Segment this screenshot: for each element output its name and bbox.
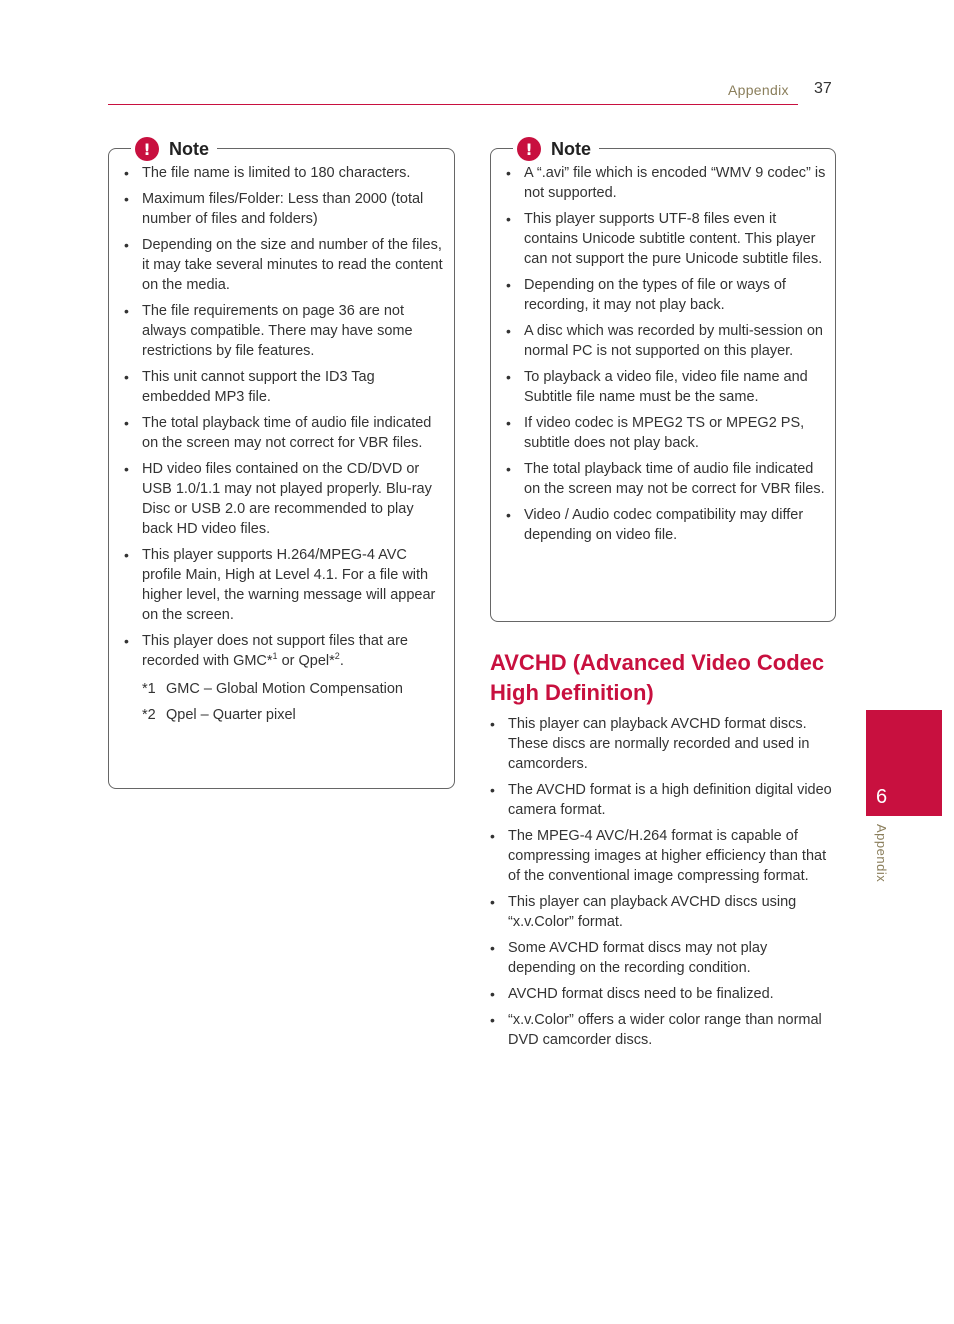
list-item: • If video codec is MPEG2 TS or MPEG2 PS, subtitle does not play back. — [506, 413, 828, 453]
footnote: *1 GMC – Global Motion Compensation — [142, 681, 403, 697]
note-box-right — [490, 138, 836, 622]
note-title: Note — [169, 138, 209, 159]
list-item: • This player does not support files that are recorded with GMC*$^1$ or Qpel*$^2$. — [124, 631, 446, 671]
list-item: • Some AVCHD format discs may not play depending on the recording condition. — [490, 938, 836, 978]
list-item: • This player can playback AVCHD discs using “x.v.Color” format. — [490, 892, 836, 932]
list-item: • Video / Audio codec compatibility may differ depending on video file. — [506, 505, 828, 545]
header-section-label: Appendix — [728, 82, 789, 98]
footnote: *2 Qpel – Quarter pixel — [142, 707, 296, 723]
list-item: • The total playback time of audio file indicated on the screen may not be correct for VBR files. — [506, 459, 828, 499]
note-right-list — [506, 163, 828, 545]
list-item: • The file name is limited to 180 characters. — [124, 163, 446, 183]
list-item: • A “.avi” file which is encoded “WMV 9 codec” is not supported. — [506, 163, 828, 203]
chapter-number: 6 — [876, 786, 888, 808]
chapter-label: Appendix — [874, 824, 889, 883]
list-item: • This player can playback AVCHD format discs. These discs are normally recorded and used in camcorders. — [490, 714, 836, 774]
avchd-list — [490, 714, 836, 1050]
list-item: • This player supports H.264/MPEG-4 AVC profile Main, High at Level 4.1. For a file with higher level, the warning message will appear on the screen. — [124, 545, 446, 625]
note-heading — [513, 134, 599, 164]
list-item: • Depending on the size and number of the files, it may take several minutes to read the content on the media. — [124, 235, 446, 295]
note-heading — [131, 134, 217, 164]
list-item: • A disc which was recorded by multi-session on normal PC is not supported on this player. — [506, 321, 828, 361]
section-title: AVCHD (Advanced Video Codec High Definition) — [490, 650, 825, 705]
list-item: • Maximum files/Folder: Less than 2000 (total number of files and folders) — [124, 189, 446, 229]
list-item: • This player supports UTF-8 files even it contains Unicode subtitle content. This player can not support the pure Unicode subtitle files. — [506, 209, 828, 269]
list-item: • AVCHD format discs need to be finalized. — [490, 984, 836, 1004]
list-item: • The MPEG-4 AVC/H.264 format is capable of compressing images at higher efficiency than that of the conventional image compressing format. — [490, 826, 836, 886]
list-item: • HD video files contained on the CD/DVD or USB 1.0/1.1 may not played properly. Blu-ray Disc or USB 2.0 are recommended to play back HD video files. — [124, 459, 446, 539]
list-item: • Depending on the types of file or ways of recording, it may not play back. — [506, 275, 828, 315]
exclamation-icon: ! — [135, 137, 159, 161]
exclamation-icon: ! — [517, 137, 541, 161]
note-box-left — [108, 138, 455, 789]
page-number: 37 — [814, 80, 832, 97]
note-left-list — [124, 163, 446, 671]
list-item: • To playback a video file, video file name and Subtitle file name must be the same. — [506, 367, 828, 407]
list-item: • The total playback time of audio file indicated on the screen may not correct for VBR files. — [124, 413, 446, 453]
note-title: Note — [551, 138, 591, 159]
list-item: • “x.v.Color” offers a wider color range than normal DVD camcorder discs. — [490, 1010, 836, 1050]
header-rule — [108, 104, 798, 105]
list-item: • This unit cannot support the ID3 Tag embedded MP3 file. — [124, 367, 446, 407]
list-item: • The file requirements on page 36 are not always compatible. There may have some restrictions by file features. — [124, 301, 446, 361]
list-item: • The AVCHD format is a high definition digital video camera format. — [490, 780, 836, 820]
